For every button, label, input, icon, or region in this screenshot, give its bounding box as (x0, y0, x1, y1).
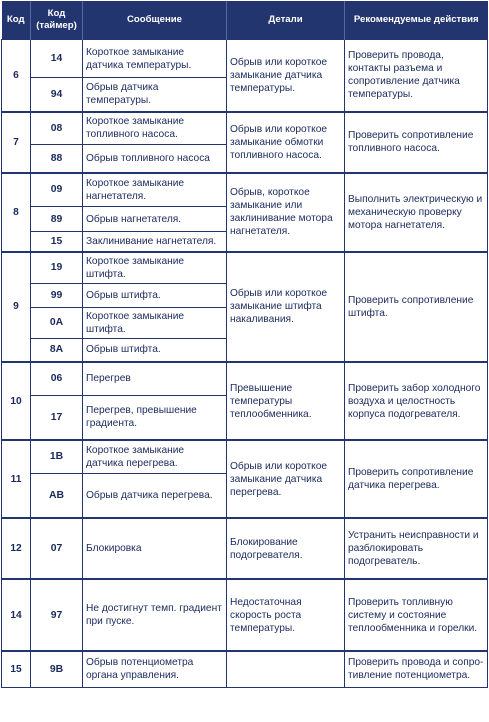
group-code-cell: 11 (2, 440, 31, 518)
group-code-cell: 9 (2, 252, 31, 363)
group-code-cell: 10 (2, 362, 31, 440)
message-cell: Обрыв нагнетателя. (83, 207, 227, 232)
details-cell: Обрыв или короткое замыкание датчика температуры. (227, 40, 345, 112)
timer-code-cell: 94 (31, 78, 83, 112)
table-body (2, 40, 488, 688)
message-cell: Обрыв датчика температуры. (83, 78, 227, 112)
table-header-row (2, 1, 488, 40)
details-cell: Блокирование подогревателя. (227, 518, 345, 579)
recommendation-cell: Проверить провода, контакты разъема и сопротивление датчика температуры. (345, 40, 488, 112)
group-code-cell: 8 (2, 173, 31, 252)
timer-code-cell: 0A (31, 307, 83, 338)
group-code-cell: 14 (2, 579, 31, 651)
header-timer-code: Код (таймер) (31, 1, 83, 40)
recommendation-cell: Проверить топливную систему и состояние теплообменника и горелки. (345, 579, 488, 651)
details-cell: Обрыв или короткое замыкание датчика перегрева. (227, 440, 345, 518)
timer-code-cell: AB (31, 473, 83, 518)
message-cell: Короткое замыкание датчика температуры. (83, 40, 227, 78)
details-cell: Обрыв или короткое замыкание обмотки топливного насоса. (227, 112, 345, 173)
group-code-cell: 7 (2, 112, 31, 173)
table-row (2, 362, 488, 395)
header-code: Код (2, 1, 31, 40)
table-row (2, 252, 488, 284)
timer-code-cell: 14 (31, 40, 83, 78)
group-code-cell: 6 (2, 40, 31, 112)
message-cell: Короткое замыкание штифта. (83, 307, 227, 338)
timer-code-cell: 9B (31, 651, 83, 687)
timer-code-cell: 89 (31, 207, 83, 232)
recommendation-cell: Проверить сопротивление датчика перегрева. (345, 440, 488, 518)
table-row (2, 518, 488, 579)
error-codes-table (1, 1, 488, 688)
message-cell: Короткое замыкание нагнетателя. (83, 173, 227, 207)
details-cell: Обрыв, короткое замыкание или заклинивание мотора нагнетателя. (227, 173, 345, 252)
timer-code-cell: 8A (31, 338, 83, 362)
header-message: Сообщение (83, 1, 227, 40)
message-cell: Перегрев, превышение градиента. (83, 395, 227, 440)
message-cell: Блокировка (83, 518, 227, 579)
timer-code-cell: 08 (31, 112, 83, 145)
message-cell: Короткое замыкание топливного насоса. (83, 112, 227, 145)
message-cell: Перегрев (83, 362, 227, 395)
timer-code-cell: 09 (31, 173, 83, 207)
timer-code-cell: 1B (31, 440, 83, 473)
message-cell: Короткое замыкание датчика перегрева. (83, 440, 227, 473)
message-cell: Обрыв штифта. (83, 283, 227, 307)
message-cell: Короткое замыкание штифта. (83, 252, 227, 284)
timer-code-cell: 15 (31, 232, 83, 252)
table-row (2, 40, 488, 78)
table-row (2, 112, 488, 145)
recommendation-cell: Проверить сопротивление топливного насоса. (345, 112, 488, 173)
message-cell: Обрыв датчика перегрева. (83, 473, 227, 518)
message-cell: Обрыв топливного насоса (83, 145, 227, 173)
message-cell: Обрыв штифта. (83, 338, 227, 362)
timer-code-cell: 99 (31, 283, 83, 307)
table-row (2, 651, 488, 687)
message-cell: Не достигнут темп. градиент при пуске. (83, 579, 227, 651)
table-row (2, 440, 488, 473)
recommendation-cell: Проверить провода и сопро- тивление потенциометра. (345, 651, 488, 687)
timer-code-cell: 06 (31, 362, 83, 395)
timer-code-cell: 97 (31, 579, 83, 651)
timer-code-cell: 19 (31, 252, 83, 284)
table-row (2, 173, 488, 207)
recommendation-cell: Проверить забор холодного воздуха и целостность корпуса подогревателя. (345, 362, 488, 440)
header-recommended: Рекомендуемые действия (345, 1, 488, 40)
group-code-cell: 15 (2, 651, 31, 687)
details-cell: Недостаточная скорость роста температуры. (227, 579, 345, 651)
timer-code-cell: 07 (31, 518, 83, 579)
group-code-cell: 12 (2, 518, 31, 579)
details-cell: Обрыв или короткое замыкание штифта накаливания. (227, 252, 345, 363)
message-cell: Заклинивание нагнетателя. (83, 232, 227, 252)
timer-code-cell: 17 (31, 395, 83, 440)
details-cell: Превышение температуры теплообменника. (227, 362, 345, 440)
recommendation-cell: Проверить сопротивление штифта. (345, 252, 488, 363)
timer-code-cell: 88 (31, 145, 83, 173)
header-details: Детали (227, 1, 345, 40)
recommendation-cell: Выполнить электрическую и механическую проверку мотора нагнетателя. (345, 173, 488, 252)
recommendation-cell: Устранить неисправности и разблокировать подогреватель. (345, 518, 488, 579)
message-cell: Обрыв потенциометра органа управления. (83, 651, 227, 687)
table-row (2, 579, 488, 651)
details-cell (227, 651, 345, 687)
